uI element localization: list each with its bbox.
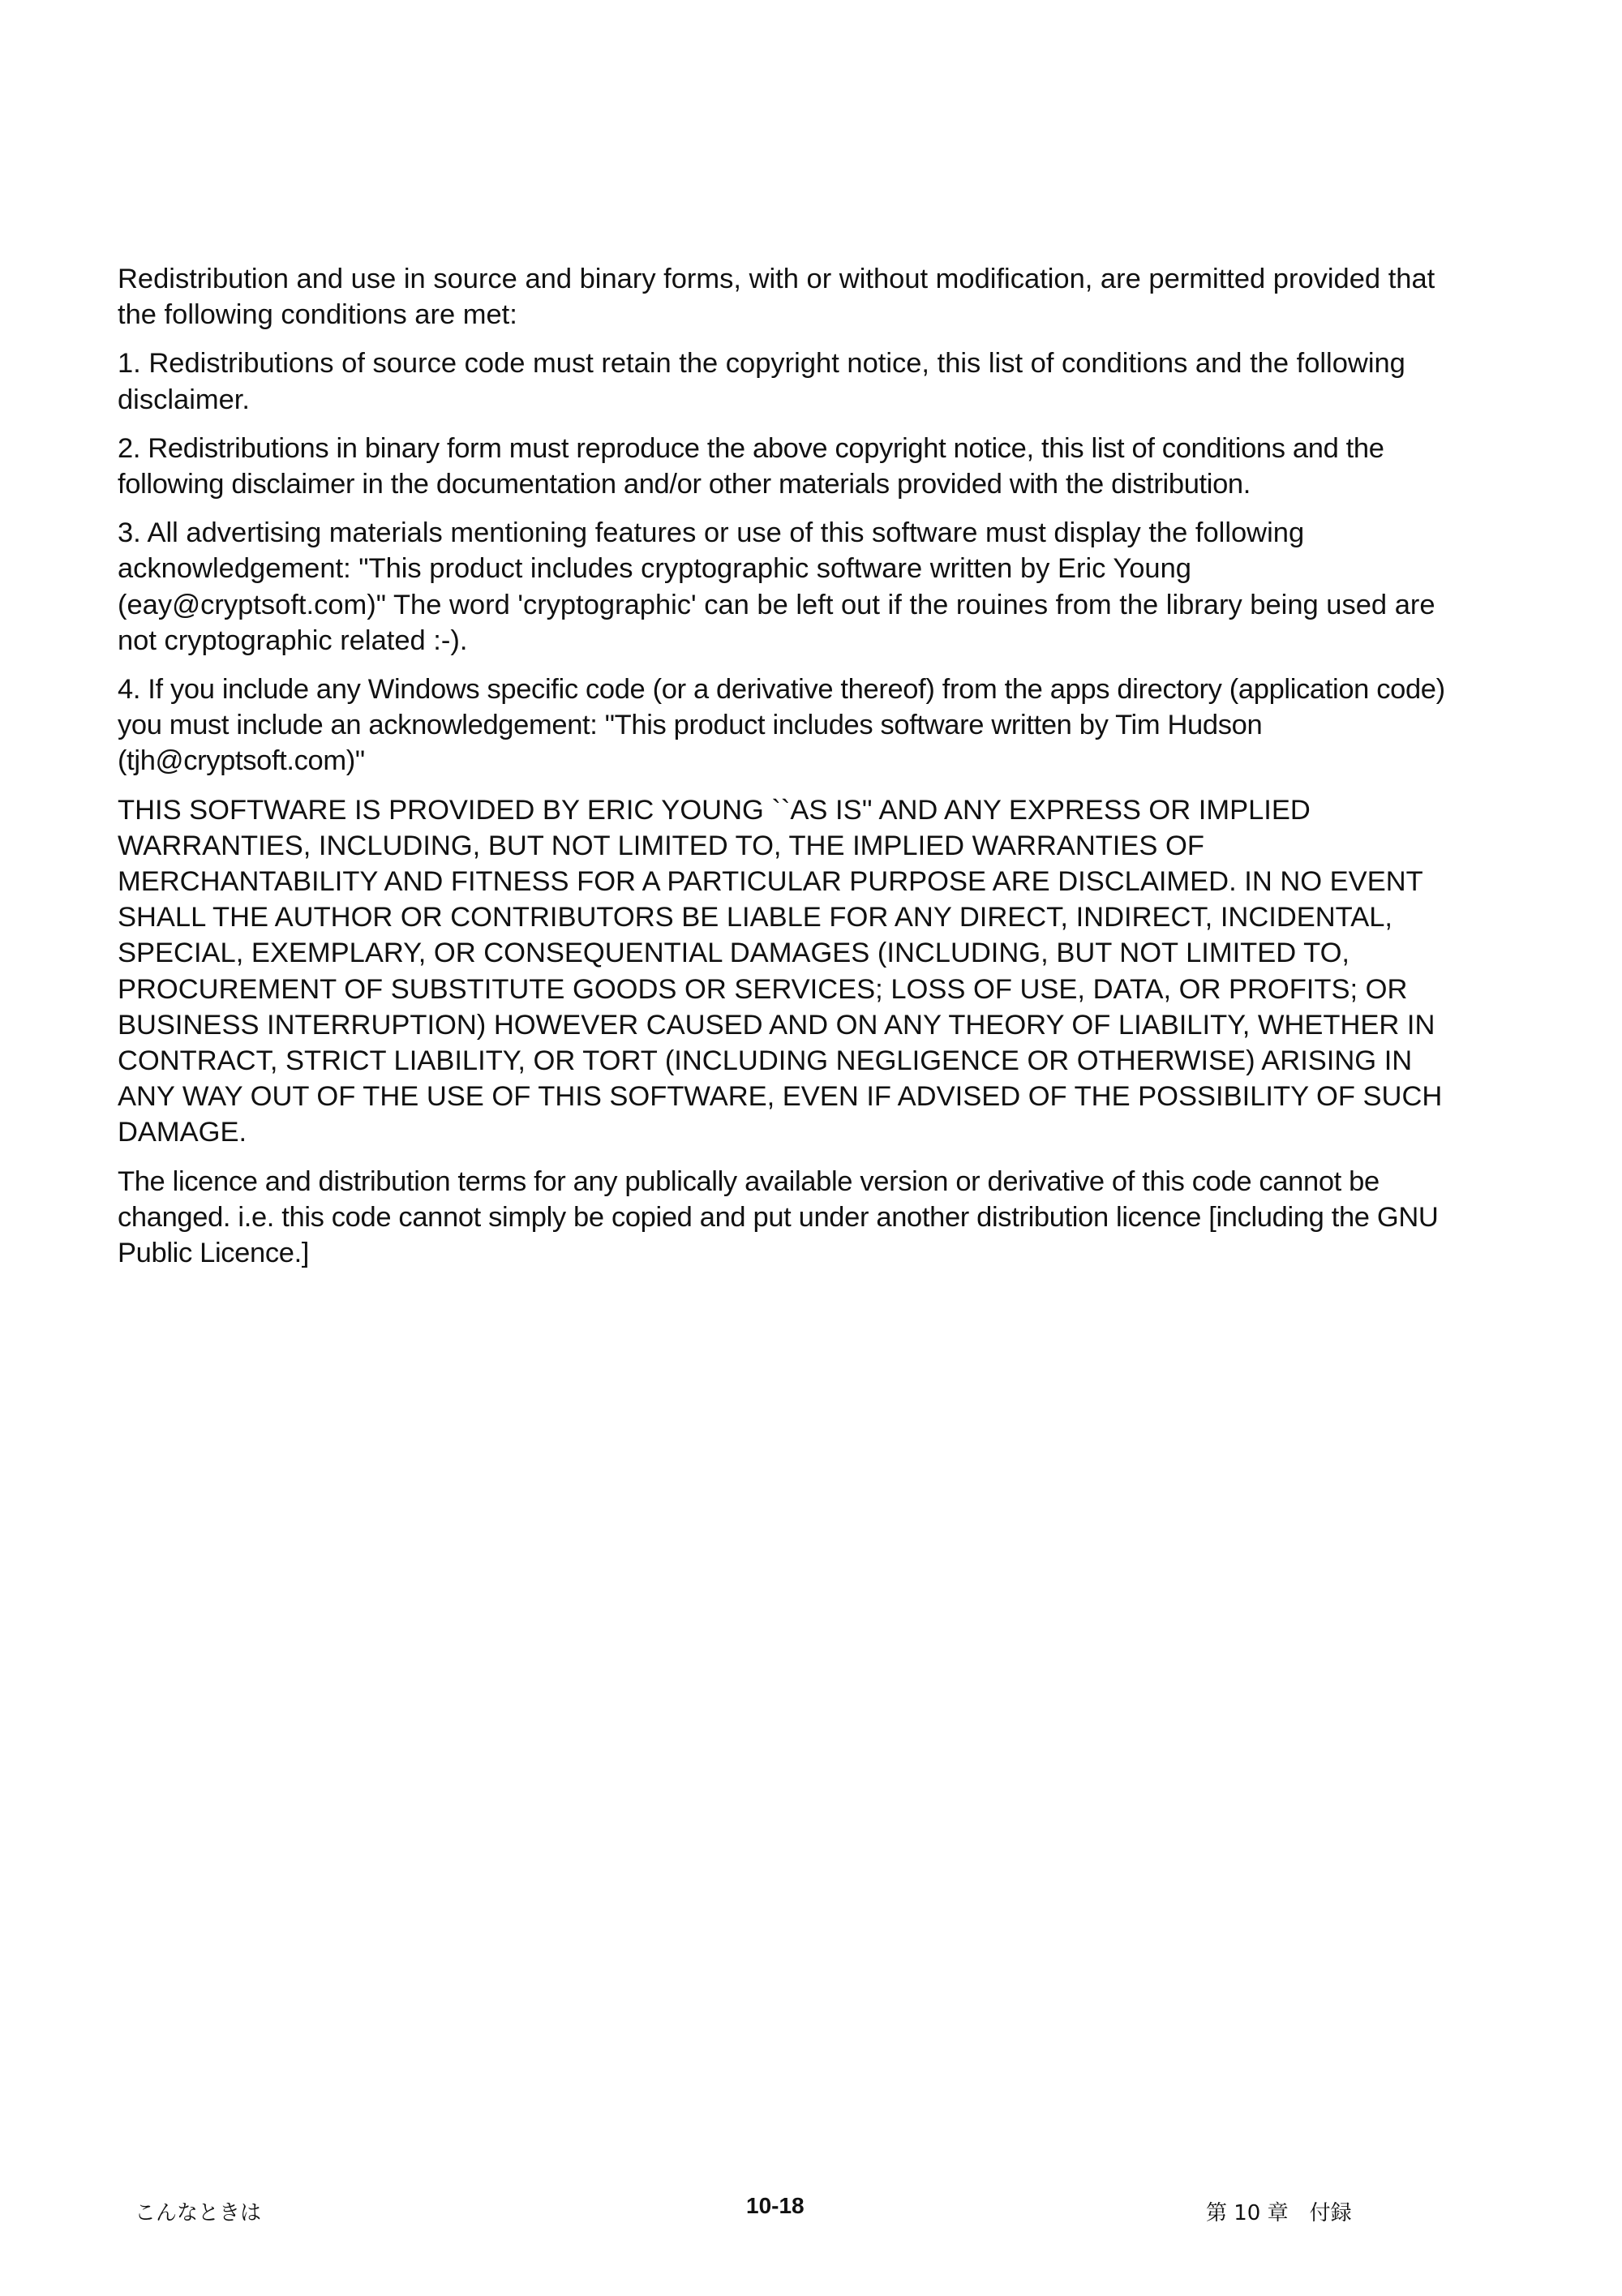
condition-4-paragraph: 4. If you include any Windows specific code (or a derivative thereof) from the apps directory (application code) you must include an acknowledgement: "This product includes software written by Tim Hudson (tjh@cryptsoft.com)" bbox=[118, 674, 1445, 777]
condition-3-paragraph: 3. All advertising materials mentioning features or use of this software must display the following acknowledgement: "This product includes cryptographic software written by Eric Young (eay@cryptsoft.com)" The word 'cryptographic' can be left out if the rouines from the library being used are not cryptographic related :-). bbox=[118, 517, 1435, 656]
footer-chapter-title: 第 10 章 付録 bbox=[1206, 2201, 1352, 2225]
intro-paragraph: Redistribution and use in source and binary forms, with or without modification, are permitted provided that the following conditions are met: bbox=[118, 264, 1435, 331]
page-number: 10-18 bbox=[746, 2193, 805, 2218]
license-text-body bbox=[118, 261, 1448, 1284]
condition-2-paragraph: 2. Redistributions in binary form must reproduce the above copyright notice, this list of conditions and the following disclaimer in the documentation and/or other materials provided with the distribution. bbox=[118, 432, 1384, 500]
condition-1-paragraph: 1. Redistributions of source code must retain the copyright notice, this list of conditions and the following disclaimer. bbox=[118, 348, 1405, 415]
footer-section-title: こんなときは bbox=[135, 2201, 262, 2225]
page-footer bbox=[0, 2193, 1622, 2229]
warranty-disclaimer-paragraph: THIS SOFTWARE IS PROVIDED BY ERIC YOUNG ``AS IS'' AND ANY EXPRESS OR IMPLIED WARRANTIES, INCLUDING, BUT NOT LIMITED TO, THE IMPLIED WARRANTIES OF MERCHANTABILITY AND FITNESS FOR A PARTICULAR PURPOSE ARE DISCLAIMED. IN NO EVENT SHALL THE AUTHOR OR CONTRIBUTORS BE LIABLE FOR ANY DIRECT, INDIRECT, INCIDENTAL, SPECIAL, EXEMPLARY, OR CONSEQUENTIAL DAMAGES (INCLUDING, BUT NOT LIMITED TO, PROCUREMENT OF SUBSTITUTE GOODS OR SERVICES; LOSS OF USE, DATA, OR PROFITS; OR BUSINESS INTERRUPTION) HOWEVER CAUSED AND ON ANY THEORY OF LIABILITY, WHETHER IN CONTRACT, STRICT LIABILITY, OR TORT (INCLUDING NEGLIGENCE OR OTHERWISE) ARISING IN ANY WAY OUT OF THE USE OF THIS SOFTWARE, EVEN IF ADVISED OF THE POSSIBILITY OF SUCH DAMAGE. bbox=[118, 794, 1443, 1148]
licence-terms-paragraph: The licence and distribution terms for any publically available version or derivative of this code cannot be changed. i.e. this code cannot simply be copied and put under another distribution licence [including the GNU Public Licence.] bbox=[118, 1165, 1439, 1269]
